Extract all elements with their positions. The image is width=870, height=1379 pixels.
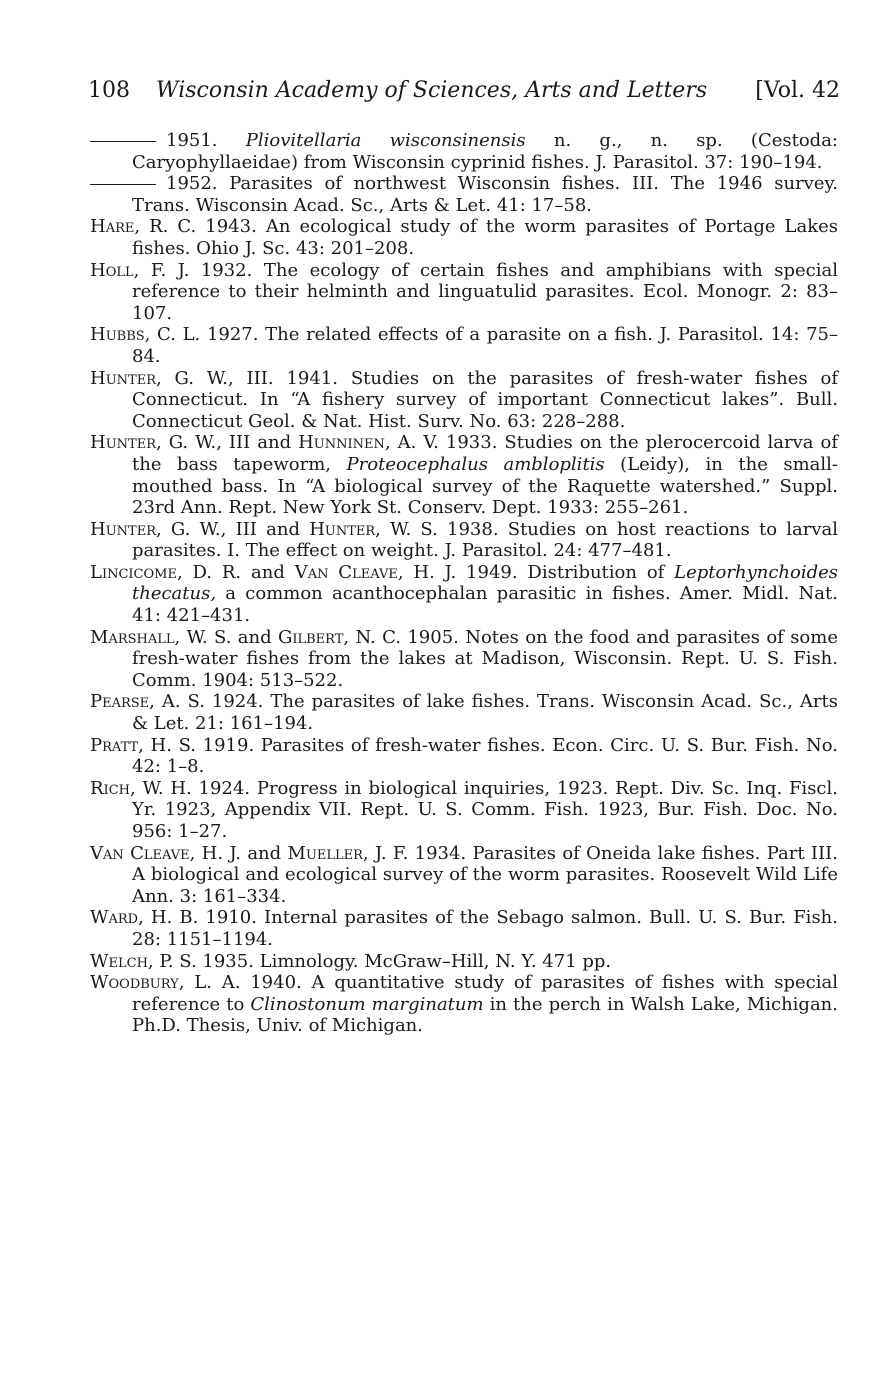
reference-entry: Rich, W. H. 1924. Progress in biological inquiries, 1923. Rept. Div. Sc. Inq. Fiscl. Yr. 1923, Appendix VII. Rept. U. S. Comm. Fish. 1923, Bur. Fish. Doc. No. 956: 1–27. bbox=[90, 777, 838, 842]
reference-author: Hare, R. C. bbox=[90, 216, 197, 238]
reference-author: Mueller, J. F. bbox=[287, 842, 409, 864]
reference-author: Hunter, G. W., III bbox=[90, 518, 257, 540]
reference-entry: Marshall, W. S. and Gilbert, N. C. 1905. Notes on the food and parasites of some fresh-water fishes from the lakes at Madison, Wisconsin. Rept. U. S. Fish. Comm. 1904: 513–522. bbox=[90, 626, 838, 691]
reference-entry: Welch, P. S. 1935. Limnology. McGraw–Hill, N. Y. 471 pp. bbox=[90, 950, 612, 972]
reference-entry: Hunter, G. W., III and Hunter, W. S. 1938. Studies on host reactions to larval parasites. I. The effect on weight. J. Parasitol. 24: 477–481. bbox=[90, 518, 838, 562]
reference-author: Holl, F. J. bbox=[90, 259, 190, 281]
reference-entry: Holl, F. J. 1932. The ecology of certain fishes and amphibians with special reference to their helminth and linguatulid parasites. Ecol. Monogr. 2: 83–107. bbox=[90, 259, 838, 324]
journal-title: Wisconsin Academy of Sciences, Arts and Letters bbox=[156, 78, 708, 103]
reference-author: Hunter, G. W., III. bbox=[90, 367, 274, 389]
ditto-dash bbox=[90, 141, 156, 142]
reference-author: Hubbs, C. L. bbox=[90, 324, 201, 346]
running-head bbox=[88, 74, 840, 108]
ditto-dash bbox=[90, 184, 156, 185]
reference-author: Ward, H. B. bbox=[90, 907, 199, 929]
reference-entry: Hunter, G. W., III and Hunninen, A. V. 1933. Studies on the plerocercoid larva of the bass tapeworm, Proteocephalus ambloplitis (Leidy), in the small-mouthed bass. In “A biological survey of the Raquette watershed.” Suppl. 23rd Ann. Rept. New York St. Conserv. Dept. 1933: 255–261. bbox=[90, 432, 839, 519]
reference-entry: Hare, R. C. 1943. An ecological study of the worm parasites of Portage Lakes fishes. Ohio J. Sc. 43: 201–208. bbox=[90, 216, 839, 259]
reference-author: Hunter, W. S. bbox=[309, 518, 438, 540]
reference-entry: Hunter, G. W., III. 1941. Studies on the parasites of fresh-water fishes of Connecticut. In “A fishery survey of important Connecticut lakes”. Bull. Connecticut Geol. & Nat. Hist. Surv. No. 63: 228–288. bbox=[90, 367, 838, 432]
reference-author: Welch, P. S. bbox=[90, 950, 197, 972]
reference-author: Van Cleave, H. J. bbox=[294, 561, 457, 583]
volume-label: [Vol. 42 bbox=[755, 78, 840, 103]
reference-author: Van Cleave, H. J. bbox=[90, 842, 241, 864]
reference-entry: Ward, H. B. 1910. Internal parasites of the Sebago salmon. Bull. U. S. Bur. Fish. 28: 1151–1194. bbox=[90, 907, 838, 950]
reference-entry: 1952. Parasites of northwest Wisconsin fishes. III. The 1946 survey. Trans. Wisconsin Acad. Sc., Arts & Let. 41: 17–58. bbox=[90, 173, 838, 216]
reference-list bbox=[90, 130, 838, 1037]
reference-entry: Woodbury, L. A. 1940. A quantitative study of parasites of fishes with special reference to Clinostonum marginatum in the perch in Walsh Lake, Michigan. Ph.D. Thesis, Univ. of Michigan. bbox=[90, 972, 838, 1037]
reference-author: Gilbert, N. C. bbox=[277, 626, 401, 648]
page-number: 108 bbox=[88, 78, 130, 103]
reference-author: Lincicome, D. R. bbox=[90, 561, 242, 583]
reference-entry: Pratt, H. S. 1919. Parasites of fresh-water fishes. Econ. Circ. U. S. Bur. Fish. No. 42: 1–8. bbox=[90, 734, 838, 778]
reference-author: Woodbury, L. A. bbox=[90, 972, 241, 994]
reference-author: Rich, W. H. bbox=[90, 777, 192, 799]
reference-author: Pearse, A. S. bbox=[90, 691, 205, 713]
reference-author: Marshall, W. S. bbox=[90, 626, 232, 648]
reference-entry: 1951. Pliovitellaria wisconsinensis n. g., n. sp. (Cestoda: Caryophyllaeidae) from Wisconsin cyprinid fishes. J. Parasitol. 37: 190–194. bbox=[90, 130, 838, 173]
reference-entry: Van Cleave, H. J. and Mueller, J. F. 1934. Parasites of Oneida lake fishes. Part III. A biological and ecological survey of the worm parasites. Roosevelt Wild Life Ann. 3: 161–334. bbox=[90, 842, 838, 907]
reference-entry: Hubbs, C. L. 1927. The related effects of a parasite on a fish. J. Parasitol. 14: 75–84. bbox=[90, 324, 838, 367]
reference-author: Pratt, H. S. bbox=[90, 734, 196, 756]
reference-author: Hunter, G. W., III bbox=[90, 432, 251, 454]
reference-entry: Pearse, A. S. 1924. The parasites of lake fishes. Trans. Wisconsin Acad. Sc., Arts & Let. 21: 161–194. bbox=[90, 691, 838, 735]
reference-author: Hunninen, A. V. bbox=[298, 432, 439, 454]
reference-entry: Lincicome, D. R. and Van Cleave, H. J. 1949. Distribution of Leptorhynchoides thecatus, a common acanthocephalan parasitic in fishes. Amer. Midl. Nat. 41: 421–431. bbox=[90, 561, 839, 627]
